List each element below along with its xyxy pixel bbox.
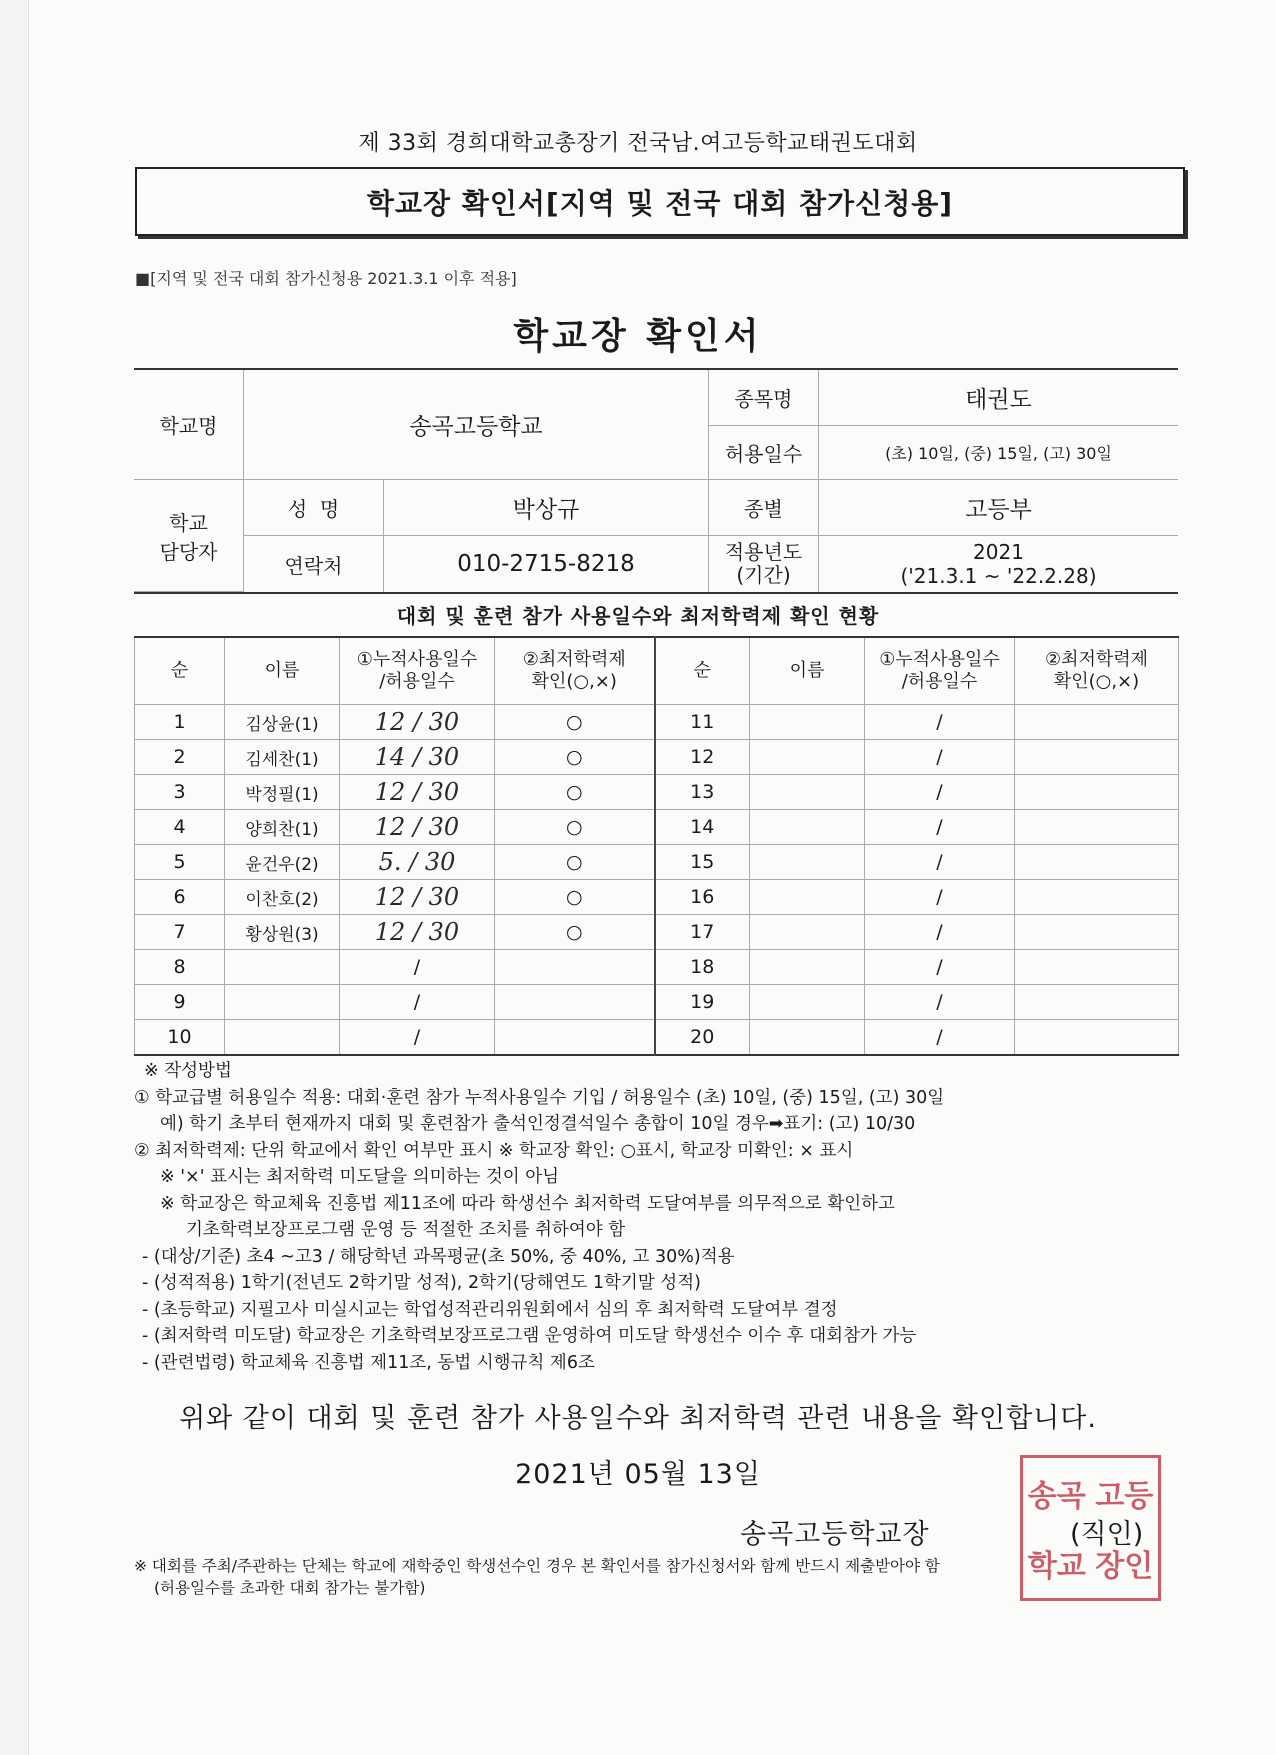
instruction-line: ※ 학교장은 학교체육 진흥법 제11조에 따라 학생선수 최저학력 도달여부를 의무적으로 확인하고 <box>160 1193 895 1214</box>
row-name: 박정필(1) <box>225 775 340 810</box>
row-min-academic <box>1015 740 1179 775</box>
row-no: 4 <box>135 810 225 845</box>
col-name: 이름 <box>225 637 340 705</box>
row-used-days: / <box>865 705 1015 740</box>
row-min-academic: ○ <box>495 880 655 915</box>
table-row <box>135 915 1179 950</box>
col-no-right: 순 <box>655 637 750 705</box>
name-label: 성 명 <box>244 480 384 536</box>
usage-header-row <box>135 637 1179 705</box>
row-name <box>750 810 865 845</box>
row-name <box>225 985 340 1020</box>
row-no: 16 <box>655 880 750 915</box>
row-name <box>750 740 865 775</box>
row-min-academic <box>1015 775 1179 810</box>
row-no: 8 <box>135 950 225 985</box>
usage-section-title: 대회 및 훈련 참가 사용일수와 최저학력제 확인 현황 <box>396 604 880 628</box>
row-no: 19 <box>655 985 750 1020</box>
manager-name: 박상규 <box>384 480 709 536</box>
row-used-days: 12 / 30 <box>340 775 495 810</box>
row-name <box>750 1020 865 1056</box>
division-label: 종별 <box>709 480 819 536</box>
seal-char: 학교 <box>1027 1549 1086 1584</box>
row-used-days: / <box>340 985 495 1020</box>
row-min-academic <box>495 1020 655 1056</box>
row-min-academic <box>1015 810 1179 845</box>
row-name: 김상윤(1) <box>225 705 340 740</box>
row-name: 김세찬(1) <box>225 740 340 775</box>
instruction-line: ※ '×' 표시는 최저학력 미도달을 의미하는 것이 아님 <box>160 1167 560 1187</box>
col-used-days-right: ①누적사용일수 /허용일수 <box>865 637 1015 705</box>
row-min-academic: ○ <box>495 775 655 810</box>
row-used-days: / <box>340 1020 495 1056</box>
usage-body <box>135 705 1179 1056</box>
instruction-line: - (초등학교) 지필고사 미실시교는 학업성적관리위원회에서 심의 후 최저학력 도달여부 결정 <box>142 1299 838 1320</box>
instruction-line: - (최저학력 미도달) 학교장은 기초학력보장프로그램 운영하여 미도달 학생선수 이수 후 대회참가 가능 <box>142 1326 917 1346</box>
table-row <box>135 1020 1179 1056</box>
row-min-academic <box>1015 845 1179 880</box>
row-no: 6 <box>135 880 225 915</box>
row-min-academic <box>495 985 655 1020</box>
seal-char: 고등 <box>1095 1479 1154 1514</box>
confirmation-statement: 위와 같이 대회 및 훈련 참가 사용일수와 최저학력 관련 내용을 확인합니다. <box>179 1403 1097 1434</box>
col-no: 순 <box>135 637 225 705</box>
confirmation-date: 2021년 05월 13일 <box>515 1459 761 1490</box>
table-row <box>135 950 1179 985</box>
table-row <box>135 985 1179 1020</box>
row-no: 14 <box>655 810 750 845</box>
row-used-days: / <box>340 950 495 985</box>
form-title: 학교장 확인서[지역 및 전국 대회 참가신청용] <box>366 186 954 220</box>
row-no: 13 <box>655 775 750 810</box>
row-used-days: 14 / 30 <box>340 740 495 775</box>
row-used-days: 12 / 30 <box>340 880 495 915</box>
school-label: 학교명 <box>134 370 244 480</box>
contact-label: 연락처 <box>244 536 384 592</box>
year-label: 적용년도 (기간) <box>709 536 819 592</box>
seal-char: 송곡 <box>1027 1479 1086 1514</box>
row-name <box>750 985 865 1020</box>
row-min-academic: ○ <box>495 845 655 880</box>
row-min-academic: ○ <box>495 740 655 775</box>
row-no: 10 <box>135 1020 225 1056</box>
table-row <box>135 845 1179 880</box>
col-used-days: ①누적사용일수 /허용일수 <box>340 637 495 705</box>
row-used-days: / <box>865 810 1015 845</box>
allowed-days-value: (초) 10일, (중) 15일, (고) 30일 <box>819 426 1178 480</box>
row-used-days: / <box>865 845 1015 880</box>
seal-label: (직인) <box>1070 1519 1144 1550</box>
row-name <box>750 950 865 985</box>
row-no: 11 <box>655 705 750 740</box>
usage-table <box>134 636 1179 1056</box>
footnote <box>134 1555 1194 1599</box>
instruction-line: - (성적적용) 1학기(전년도 2학기말 성적), 2학기(당해연도 1학기말 성적) <box>142 1273 701 1293</box>
row-used-days: 12 / 30 <box>340 915 495 950</box>
row-name: 황상원(3) <box>225 915 340 950</box>
sport-value: 태권도 <box>819 370 1178 426</box>
row-name: 이찬호(2) <box>225 880 340 915</box>
col-name-right: 이름 <box>750 637 865 705</box>
row-min-academic <box>1015 915 1179 950</box>
row-no: 2 <box>135 740 225 775</box>
row-no: 20 <box>655 1020 750 1056</box>
document-title: 학교장 확인서 <box>513 316 763 357</box>
principal-name: 송곡고등학교장 <box>740 1519 930 1550</box>
col-min-academic: ②최저학력제 확인(○,×) <box>495 637 655 705</box>
row-name <box>750 915 865 950</box>
row-name <box>750 705 865 740</box>
instruction-line: 예) 학기 초부터 현재까지 대회 및 훈련참가 출석인정결석일수 총합이 10일 경우➡표기: (고) 10/30 <box>160 1114 916 1134</box>
instruction-line: 기초학력보장프로그램 운영 등 적절한 조치를 취하여야 함 <box>186 1220 626 1240</box>
row-used-days: 5. / 30 <box>340 845 495 880</box>
row-min-academic <box>1015 880 1179 915</box>
row-used-days: / <box>865 1020 1015 1056</box>
row-min-academic: ○ <box>495 810 655 845</box>
table-row <box>135 740 1179 775</box>
footnote-line: (허용일수를 초과한 대회 참가는 불가함) <box>154 1579 426 1597</box>
instruction-line: - (대상/기준) 초4 ~고3 / 해당학년 과목평균(초 50%, 중 40%, 고 30%)적용 <box>142 1246 735 1267</box>
row-min-academic <box>1015 950 1179 985</box>
row-used-days: / <box>865 985 1015 1020</box>
row-no: 3 <box>135 775 225 810</box>
table-row <box>135 705 1179 740</box>
sport-label: 종목명 <box>709 370 819 426</box>
row-name <box>750 775 865 810</box>
instructions <box>134 1058 1194 1376</box>
col-min-academic-right: ②최저학력제 확인(○,×) <box>1015 637 1179 705</box>
scope-note: ■[지역 및 전국 대회 참가신청용 2021.3.1 이후 적용] <box>135 269 517 288</box>
row-no: 17 <box>655 915 750 950</box>
row-min-academic <box>1015 705 1179 740</box>
row-no: 18 <box>655 950 750 985</box>
row-no: 5 <box>135 845 225 880</box>
row-min-academic <box>495 950 655 985</box>
row-name <box>225 1020 340 1056</box>
row-used-days: / <box>865 915 1015 950</box>
info-grid <box>134 368 1178 594</box>
row-name: 양희찬(1) <box>225 810 340 845</box>
row-no: 1 <box>135 705 225 740</box>
table-row <box>135 810 1179 845</box>
row-used-days: 12 / 30 <box>340 705 495 740</box>
row-used-days: 12 / 30 <box>340 810 495 845</box>
row-min-academic <box>1015 1020 1179 1056</box>
event-title: 제 33회 경희대학교총장기 전국남.여고등학교태권도대회 <box>358 131 918 156</box>
row-used-days: / <box>865 740 1015 775</box>
row-used-days: / <box>865 880 1015 915</box>
contact-value: 010-2715-8218 <box>384 536 709 592</box>
row-no: 9 <box>135 985 225 1020</box>
row-min-academic <box>1015 985 1179 1020</box>
form-title-box <box>135 167 1185 236</box>
row-name <box>225 950 340 985</box>
instruction-line: ② 최저학력제: 단위 학교에서 확인 여부만 표시 ※ 학교장 확인: ○표시, 학교장 미확인: × 표시 <box>134 1140 854 1161</box>
table-row <box>135 775 1179 810</box>
school-name: 송곡고등학교 <box>244 370 709 480</box>
instruction-line: ① 학교급별 허용일수 적용: 대회·훈련 참가 누적사용일수 기입 / 허용일수 (초) 10일, (중) 15일, (고) 30일 <box>134 1087 945 1108</box>
row-name <box>750 880 865 915</box>
row-used-days: / <box>865 775 1015 810</box>
row-no: 12 <box>655 740 750 775</box>
seal-char: 장인 <box>1095 1549 1154 1584</box>
manager-label: 학교 담당자 <box>134 480 244 592</box>
row-used-days: / <box>865 950 1015 985</box>
division-value: 고등부 <box>819 480 1178 536</box>
allowed-days-label: 허용일수 <box>709 426 819 480</box>
footnote-line: ※ 대회를 주최/주관하는 단체는 학교에 재학중인 학생선수인 경우 본 확인서를 참가신청서와 함께 반드시 제출받아야 함 <box>134 1557 940 1575</box>
instruction-line: - (관련법령) 학교체육 진흥법 제11조, 동법 시행규칙 제6조 <box>142 1352 595 1373</box>
row-name <box>750 845 865 880</box>
instructions-heading: ※ 작성방법 <box>144 1061 232 1081</box>
row-no: 15 <box>655 845 750 880</box>
row-min-academic: ○ <box>495 705 655 740</box>
year-value: 2021 ('21.3.1 ~ '22.2.28) <box>900 540 1097 588</box>
row-min-academic: ○ <box>495 915 655 950</box>
table-row <box>135 880 1179 915</box>
row-no: 7 <box>135 915 225 950</box>
row-name: 윤건우(2) <box>225 845 340 880</box>
